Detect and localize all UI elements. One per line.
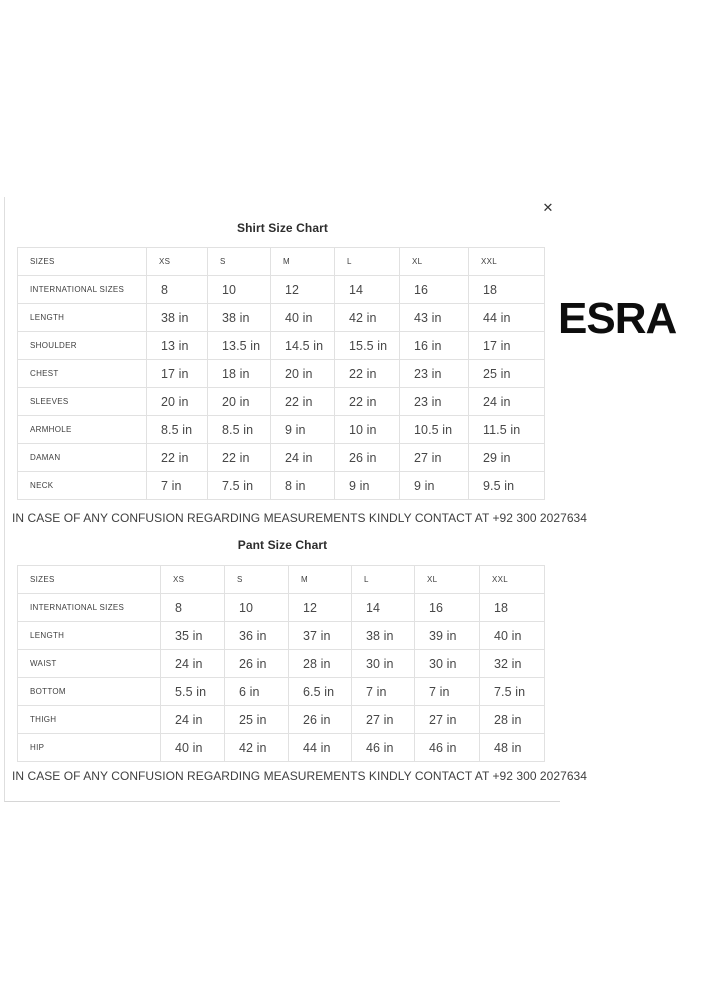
size-value-cell: 30 in: [352, 650, 415, 678]
column-header: XL: [400, 248, 469, 276]
close-icon[interactable]: ✕: [536, 197, 560, 218]
row-label: CHEST: [18, 360, 147, 388]
row-label: LENGTH: [18, 304, 147, 332]
size-value-cell: 13 in: [147, 332, 208, 360]
size-value-cell: 48 in: [480, 734, 545, 762]
size-value-cell: 42 in: [335, 304, 400, 332]
column-header: XL: [415, 566, 480, 594]
column-header: XXL: [469, 248, 545, 276]
size-value-cell: 43 in: [400, 304, 469, 332]
size-value-cell: 24 in: [161, 650, 225, 678]
size-value-cell: 18: [469, 276, 545, 304]
pant-chart-note: IN CASE OF ANY CONFUSION REGARDING MEASUREMENTS KINDLY CONTACT AT +92 300 2027634: [12, 769, 587, 783]
size-value-cell: 9 in: [271, 416, 335, 444]
size-value-cell: 20 in: [208, 388, 271, 416]
size-value-cell: 46 in: [352, 734, 415, 762]
size-value-cell: 25 in: [225, 706, 289, 734]
size-value-cell: 7.5 in: [480, 678, 545, 706]
size-value-cell: 36 in: [225, 622, 289, 650]
size-value-cell: 42 in: [225, 734, 289, 762]
row-label: BOTTOM: [18, 678, 161, 706]
size-value-cell: 7.5 in: [208, 472, 271, 500]
pant-size-table: [17, 565, 545, 762]
table-row: [18, 444, 545, 472]
size-value-cell: 13.5 in: [208, 332, 271, 360]
size-value-cell: 20 in: [271, 360, 335, 388]
size-value-cell: 12: [271, 276, 335, 304]
table-row: [18, 276, 545, 304]
size-value-cell: 9.5 in: [469, 472, 545, 500]
size-value-cell: 23 in: [400, 388, 469, 416]
size-value-cell: 6.5 in: [289, 678, 352, 706]
table-row: [18, 678, 545, 706]
table-row: [18, 734, 545, 762]
size-value-cell: 14: [352, 594, 415, 622]
size-value-cell: 46 in: [415, 734, 480, 762]
size-value-cell: 20 in: [147, 388, 208, 416]
size-value-cell: 24 in: [469, 388, 545, 416]
column-header: L: [335, 248, 400, 276]
column-header: XXL: [480, 566, 545, 594]
table-row: [18, 332, 545, 360]
size-value-cell: 8.5 in: [208, 416, 271, 444]
row-label: THIGH: [18, 706, 161, 734]
pant-chart-title: Pant Size Chart: [237, 538, 328, 552]
column-header: S: [208, 248, 271, 276]
size-value-cell: 30 in: [415, 650, 480, 678]
row-label-header: SIZES: [18, 566, 161, 594]
size-value-cell: 22 in: [271, 388, 335, 416]
size-value-cell: 10.5 in: [400, 416, 469, 444]
size-value-cell: 6 in: [225, 678, 289, 706]
size-value-cell: 25 in: [469, 360, 545, 388]
size-value-cell: 32 in: [480, 650, 545, 678]
size-value-cell: 27 in: [415, 706, 480, 734]
table-row: [18, 388, 545, 416]
size-value-cell: 40 in: [480, 622, 545, 650]
size-value-cell: 38 in: [147, 304, 208, 332]
size-value-cell: 10: [208, 276, 271, 304]
header-row: [18, 248, 545, 276]
column-header: M: [289, 566, 352, 594]
brand-logo: ESRA: [558, 294, 677, 343]
size-value-cell: 15.5 in: [335, 332, 400, 360]
size-value-cell: 22 in: [335, 388, 400, 416]
size-value-cell: 7 in: [147, 472, 208, 500]
size-value-cell: 16: [415, 594, 480, 622]
table-row: [18, 622, 545, 650]
size-value-cell: 24 in: [271, 444, 335, 472]
column-header: L: [352, 566, 415, 594]
size-value-cell: 26 in: [225, 650, 289, 678]
size-value-cell: 35 in: [161, 622, 225, 650]
size-value-cell: 16: [400, 276, 469, 304]
size-value-cell: 22 in: [335, 360, 400, 388]
size-value-cell: 26 in: [289, 706, 352, 734]
size-value-cell: 27 in: [400, 444, 469, 472]
size-value-cell: 22 in: [147, 444, 208, 472]
header-row: [18, 566, 545, 594]
row-label: SLEEVES: [18, 388, 147, 416]
size-chart-modal: [4, 197, 587, 802]
size-value-cell: 17 in: [147, 360, 208, 388]
column-header: S: [225, 566, 289, 594]
size-value-cell: 18: [480, 594, 545, 622]
size-value-cell: 44 in: [289, 734, 352, 762]
table-row: [18, 650, 545, 678]
size-value-cell: 23 in: [400, 360, 469, 388]
row-label: DAMAN: [18, 444, 147, 472]
shirt-size-table: [17, 247, 545, 500]
size-value-cell: 14.5 in: [271, 332, 335, 360]
size-value-cell: 12: [289, 594, 352, 622]
size-value-cell: 28 in: [480, 706, 545, 734]
size-value-cell: 38 in: [208, 304, 271, 332]
size-value-cell: 16 in: [400, 332, 469, 360]
size-value-cell: 9 in: [335, 472, 400, 500]
size-value-cell: 27 in: [352, 706, 415, 734]
size-value-cell: 11.5 in: [469, 416, 545, 444]
size-value-cell: 5.5 in: [161, 678, 225, 706]
size-value-cell: 7 in: [352, 678, 415, 706]
size-value-cell: 40 in: [271, 304, 335, 332]
row-label: LENGTH: [18, 622, 161, 650]
size-value-cell: 38 in: [352, 622, 415, 650]
size-value-cell: 14: [335, 276, 400, 304]
size-value-cell: 24 in: [161, 706, 225, 734]
size-value-cell: 39 in: [415, 622, 480, 650]
size-value-cell: 9 in: [400, 472, 469, 500]
table-row: [18, 594, 545, 622]
size-value-cell: 40 in: [161, 734, 225, 762]
table-row: [18, 706, 545, 734]
table-row: [18, 304, 545, 332]
shirt-chart-title: Shirt Size Chart: [237, 221, 328, 235]
column-header: M: [271, 248, 335, 276]
size-value-cell: 10 in: [335, 416, 400, 444]
row-label: HIP: [18, 734, 161, 762]
size-value-cell: 10: [225, 594, 289, 622]
size-value-cell: 28 in: [289, 650, 352, 678]
row-label: INTERNATIONAL SIZES: [18, 276, 147, 304]
size-value-cell: 18 in: [208, 360, 271, 388]
size-value-cell: 17 in: [469, 332, 545, 360]
size-value-cell: 8 in: [271, 472, 335, 500]
size-value-cell: 8.5 in: [147, 416, 208, 444]
shirt-chart-note: IN CASE OF ANY CONFUSION REGARDING MEASUREMENTS KINDLY CONTACT AT +92 300 2027634: [12, 511, 587, 525]
column-header: XS: [161, 566, 225, 594]
size-value-cell: 29 in: [469, 444, 545, 472]
size-value-cell: 26 in: [335, 444, 400, 472]
row-label: WAIST: [18, 650, 161, 678]
row-label-header: SIZES: [18, 248, 147, 276]
table-row: [18, 360, 545, 388]
row-label: NECK: [18, 472, 147, 500]
table-row: [18, 472, 545, 500]
size-value-cell: 8: [161, 594, 225, 622]
table-row: [18, 416, 545, 444]
row-label: SHOULDER: [18, 332, 147, 360]
size-value-cell: 37 in: [289, 622, 352, 650]
size-value-cell: 8: [147, 276, 208, 304]
size-value-cell: 22 in: [208, 444, 271, 472]
size-value-cell: 7 in: [415, 678, 480, 706]
row-label: INTERNATIONAL SIZES: [18, 594, 161, 622]
column-header: XS: [147, 248, 208, 276]
size-value-cell: 44 in: [469, 304, 545, 332]
row-label: ARMHOLE: [18, 416, 147, 444]
